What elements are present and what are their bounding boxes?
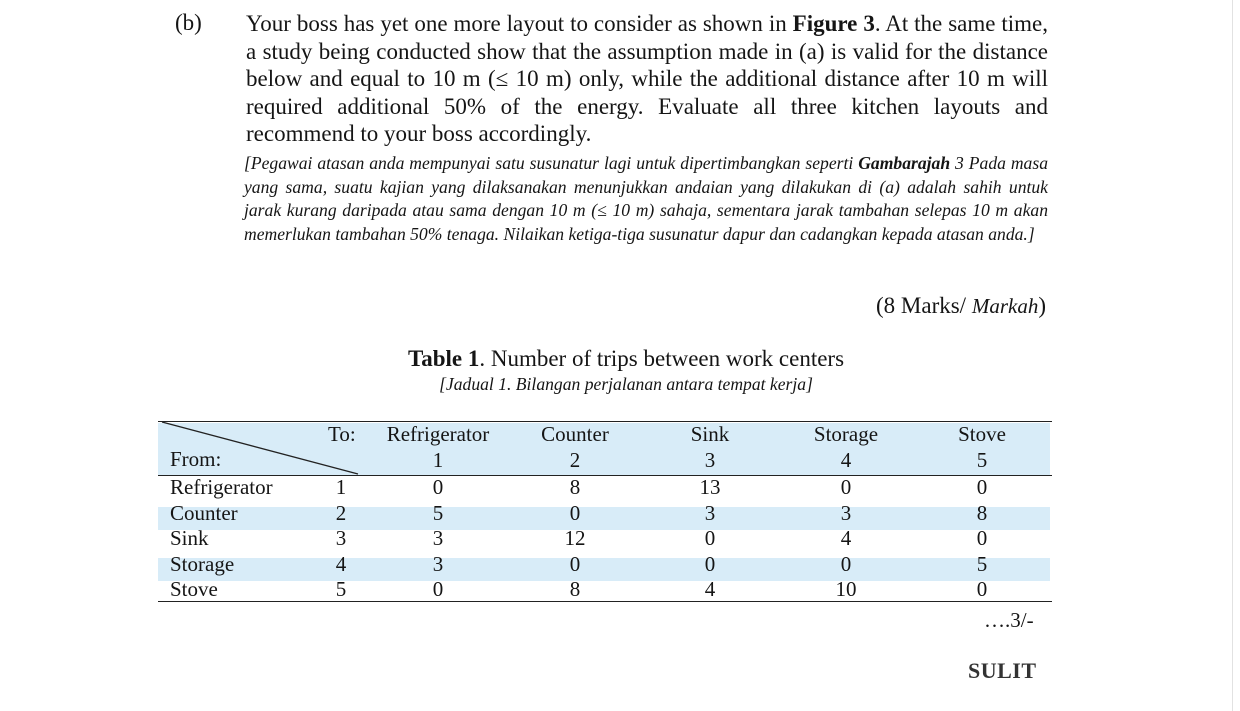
table-cell: 0: [432, 475, 444, 499]
table-cell: 0: [569, 501, 581, 525]
table-cell: 8: [569, 475, 581, 499]
column-header-number: 1: [432, 448, 444, 472]
row-header-name: Counter: [170, 501, 238, 525]
table-cell: 8: [976, 501, 988, 525]
row-header-name: Refrigerator: [170, 475, 273, 499]
question-text-english: Your boss has yet one more layout to consider as shown in Figure 3. At the same time, a study being conducted show that the assumption made in (a) is valid for the distance below and equal to 10 m (≤ 10 m) only, while the additional distance after 10 m will required additional 50% of the energy. Evaluate all three kitchen layouts and recommend to your boss accordingly.: [246, 11, 1049, 146]
row-header-name: Sink: [170, 526, 209, 550]
table-cell: 0: [432, 577, 444, 601]
column-header-name: Counter: [541, 422, 609, 446]
table-caption-malay: [Jadual 1. Bilangan perjalanan antara tempat kerja]: [439, 374, 813, 394]
row-header-number: 1: [335, 475, 347, 499]
table-cell: 4: [704, 577, 716, 601]
table-cell: 0: [704, 526, 716, 550]
table-cell: 0: [976, 475, 988, 499]
column-header-name: Storage: [813, 422, 879, 446]
page-edge: [1232, 0, 1233, 711]
table-cell: 5: [432, 501, 444, 525]
table-cell: 3: [840, 501, 852, 525]
table-caption: Table 1. Number of trips between work centers: [407, 346, 845, 371]
table-cell: 12: [564, 526, 586, 550]
from-label: From:: [170, 447, 222, 471]
column-header-name: Sink: [690, 422, 730, 446]
column-header-number: 3: [704, 448, 716, 472]
table-cell: 3: [704, 501, 716, 525]
table-cell: 5: [976, 552, 988, 576]
table-cell: 3: [432, 526, 444, 550]
row-band-storage: [158, 558, 1050, 581]
table-cell: 10: [835, 577, 857, 601]
table-cell: 0: [840, 475, 852, 499]
column-header-number: 5: [976, 448, 988, 472]
classification-mark: SULIT: [968, 658, 1037, 683]
row-band-counter: [158, 507, 1050, 530]
column-header-name: Refrigerator: [386, 422, 490, 446]
marks-allocation: (8 Marks/ Markah): [876, 293, 1046, 318]
row-header-number: 3: [335, 526, 347, 550]
column-header-number: 2: [569, 448, 581, 472]
figure-reference: Figure 3: [792, 11, 875, 36]
row-header-number: 4: [335, 552, 347, 576]
to-label: To:: [328, 422, 356, 446]
row-header-name: Storage: [170, 552, 235, 576]
table-cell: 0: [569, 552, 581, 576]
row-header-number: 5: [335, 577, 347, 601]
table-cell: 8: [569, 577, 581, 601]
table-cell: 4: [840, 526, 852, 550]
trips-table: [158, 421, 1052, 603]
page-continuation: ….3/-: [984, 608, 1034, 632]
table-cell: 0: [704, 552, 716, 576]
figure-reference-malay: Gambarajah: [858, 153, 951, 173]
row-header-number: 2: [335, 501, 347, 525]
table-cell: 0: [976, 526, 988, 550]
table-cell: 3: [432, 552, 444, 576]
table-bottom-rule: [158, 601, 1052, 602]
table-cell: 13: [699, 475, 721, 499]
question-label: (b): [175, 10, 202, 35]
question-text-malay: [Pegawai atasan anda mempunyai satu susunatur lagi untuk dipertimbangkan seperti Gambarajah 3 Pada masa yang sama, suatu kajian yang dilaksanakan menunjukkan andaian yang dilakukan di (a) adalah sahih untuk jarak kurang daripada atau sama dengan 10 m (≤ 10 m) sahaja, sementara jarak tambahan selepas 10 m akan memerlukan tambahan 50% tenaga. Nilaikan ketiga-tiga susunatur dapur dan cadangkan kepada atasan anda.]: [244, 153, 1048, 244]
row-header-name: Stove: [170, 577, 218, 601]
column-header-number: 4: [840, 448, 852, 472]
table-cell: 0: [976, 577, 988, 601]
table-cell: 0: [840, 552, 852, 576]
column-header-name: Stove: [958, 422, 1006, 446]
